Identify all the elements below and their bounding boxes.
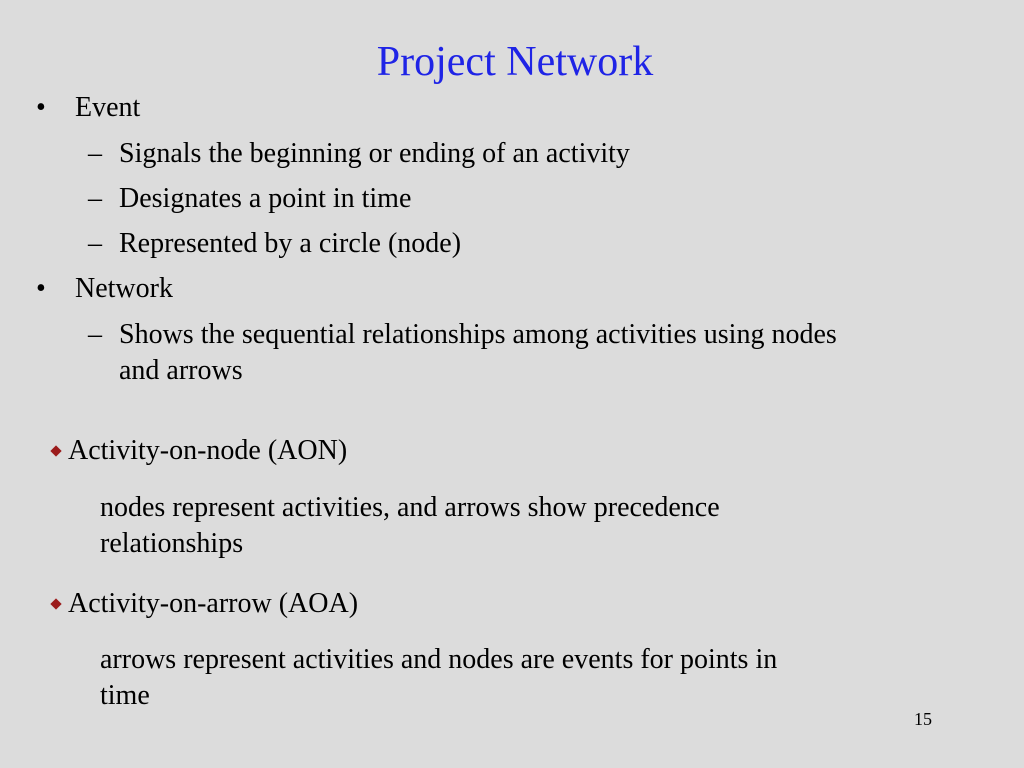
description-line: nodes represent activities, and arrows show precedence <box>100 492 720 523</box>
slide-title: Project Network <box>376 39 654 85</box>
page-number: 15 <box>914 709 932 729</box>
sub-bullet-label: Represented by a circle (node) <box>119 228 462 259</box>
item-label: Activity-on-arrow (AOA) <box>68 588 359 619</box>
dash-mark: – <box>88 138 102 169</box>
sub-bullet-label: and arrows <box>119 355 243 386</box>
bullet-mark: • <box>36 273 46 304</box>
item-description <box>100 490 1000 562</box>
sub-bullet-label: Shows the sequential relationships among activities using nodes <box>119 319 837 350</box>
diamond-bullet-icon <box>50 598 61 609</box>
description-line: time <box>100 680 150 711</box>
description-line: arrows represent activities and nodes are events for points in <box>100 644 778 675</box>
bullet-mark: • <box>36 92 46 123</box>
bullet-label: Event <box>75 92 141 123</box>
description-line: relationships <box>100 528 244 559</box>
dash-mark: – <box>88 183 102 214</box>
sub-bullet-label: Signals the beginning or ending of an activity <box>119 138 630 169</box>
item-description <box>100 642 1000 714</box>
sub-bullet-label: Designates a point in time <box>119 183 412 214</box>
bullet-label: Network <box>75 273 173 304</box>
item-label: Activity-on-node (AON) <box>68 435 348 466</box>
diamond-bullet-icon <box>50 445 61 456</box>
dash-mark: – <box>88 228 102 259</box>
dash-mark: – <box>88 319 102 350</box>
